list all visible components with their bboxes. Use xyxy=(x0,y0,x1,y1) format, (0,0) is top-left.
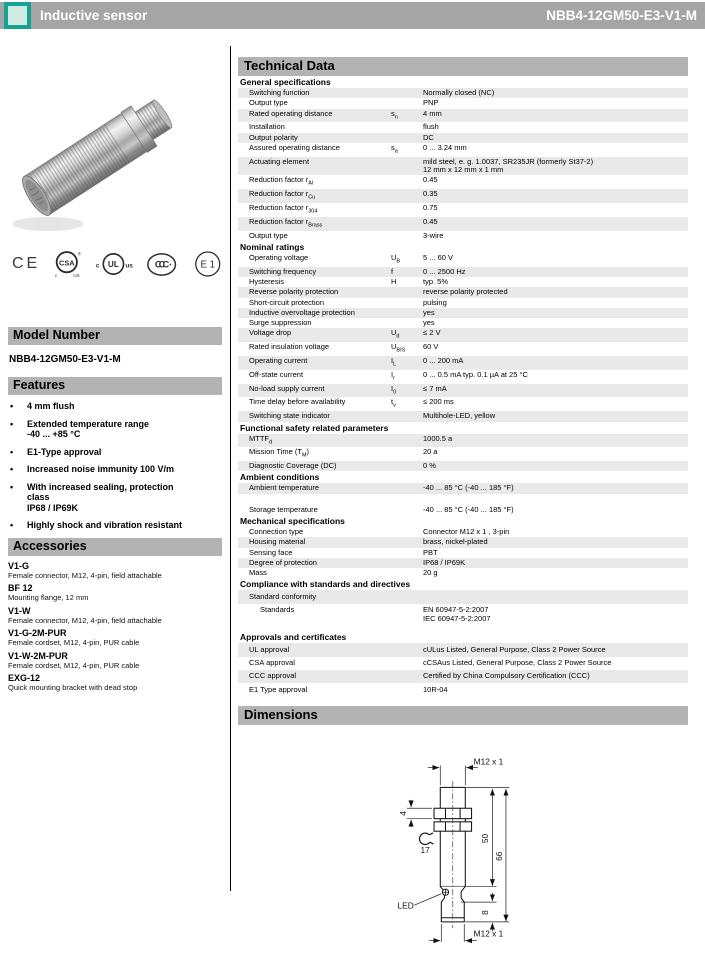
spec-label: Short-circuit protection xyxy=(249,297,325,307)
spec-label: Inductive overvoltage protection xyxy=(249,307,355,317)
spec-section xyxy=(238,578,688,625)
spec-row xyxy=(238,253,688,267)
dimensions-section-header: Dimensions xyxy=(238,706,688,725)
spec-row xyxy=(238,277,688,287)
spec-symbol xyxy=(391,672,423,680)
dim-label-17: 17 xyxy=(420,844,430,855)
spec-symbol xyxy=(391,288,423,296)
spec-label: Mass xyxy=(249,568,267,578)
spec-row xyxy=(238,342,688,356)
accessory-name: V1-G-2M-PUR xyxy=(8,628,67,638)
spec-label: Storage temperature xyxy=(249,504,318,514)
spec-section-title: Compliance with standards and directives xyxy=(240,579,411,590)
feature-text: 4 mm flush xyxy=(27,401,75,411)
spec-value: 0 % xyxy=(423,461,436,471)
spec-symbol xyxy=(391,606,423,623)
spec-value: flush xyxy=(423,122,439,132)
dim-label-66: 66 xyxy=(493,851,504,861)
spec-row xyxy=(238,461,688,471)
spec-section-title: General specifications xyxy=(240,77,331,87)
spec-label: $MTTF_d$ xyxy=(249,433,273,446)
accessory-name: V1-W xyxy=(8,605,31,616)
spec-value: -40 ... 85 °C (-40 ... 185 °F) xyxy=(423,504,514,514)
feature-item xyxy=(8,482,222,514)
spec-row xyxy=(238,98,688,108)
spec-symbol: $I_L$ xyxy=(391,356,397,368)
svg-text:CSA: CSA xyxy=(59,258,75,268)
spec-row xyxy=(238,231,688,241)
spec-row xyxy=(238,109,688,123)
ce-mark-logo: CE xyxy=(12,255,41,272)
spec-value: typ. 5% xyxy=(423,276,449,286)
feature-text: Extended temperature range -40 ... +85 °C xyxy=(27,418,150,439)
spec-value: ≤ 7 mA xyxy=(423,383,447,393)
spec-value: 0 ... 200 mA xyxy=(423,356,464,366)
spec-section-title: Ambient conditions xyxy=(240,472,320,483)
spec-value: IP68 / IP69K xyxy=(423,557,466,567)
accessories-section-header: Accessories xyxy=(8,538,222,556)
svg-text:c: c xyxy=(95,262,100,270)
spec-symbol xyxy=(391,158,423,175)
spec-symbol xyxy=(391,123,423,131)
spec-label: Assured operating distance xyxy=(249,142,340,152)
spec-section xyxy=(238,76,688,241)
spec-label: Ambient temperature xyxy=(249,483,320,493)
spec-value: Connector M12 x 1 , 3-pin xyxy=(423,527,510,536)
spec-value: -40 ... 85 °C (-40 ... 185 °F) xyxy=(423,483,514,493)
spec-row xyxy=(238,157,688,176)
dim-label-4: 4 xyxy=(397,810,408,816)
svg-text:US: US xyxy=(73,272,80,278)
spec-symbol xyxy=(391,686,423,694)
spec-label: Switching state indicator xyxy=(249,411,330,421)
svg-text:E 1: E 1 xyxy=(200,259,215,271)
spec-value: Multihole-LED, yellow xyxy=(423,411,496,421)
spec-section-title: Approvals and certificates xyxy=(240,632,347,643)
spec-label: Reduction factor $r_{304}$ xyxy=(249,202,318,215)
spec-symbol xyxy=(391,593,423,601)
spec-row xyxy=(238,328,688,342)
svg-text:®: ® xyxy=(78,251,82,257)
spec-value: 20 a xyxy=(423,447,438,457)
product-type-title: Inductive sensor xyxy=(40,8,148,23)
spec-symbol: f xyxy=(391,266,394,276)
spec-symbol xyxy=(391,448,423,460)
bullet-icon: • xyxy=(10,520,14,530)
spec-label: Operating current xyxy=(249,356,308,366)
feature-item xyxy=(8,419,222,440)
spec-row xyxy=(238,175,688,189)
csa-logo xyxy=(53,248,82,280)
spec-symbol xyxy=(391,232,423,240)
spec-value: PBT xyxy=(423,547,438,557)
spec-value: 0 ... 3.24 mm xyxy=(423,142,467,152)
spec-value: 10R-04 xyxy=(423,684,448,694)
spec-section xyxy=(238,241,688,422)
accessory-name: V1-W-2M-PUR xyxy=(8,650,68,661)
spec-symbol xyxy=(391,569,423,577)
spec-value: reverse polarity protected xyxy=(423,287,508,297)
left-column xyxy=(8,42,222,693)
spec-row xyxy=(238,670,688,683)
spec-label: Installation xyxy=(249,122,285,132)
spec-label: Connection type xyxy=(249,527,304,536)
spec-label: Voltage drop xyxy=(249,328,292,338)
spec-symbol xyxy=(391,528,423,536)
spec-value: ≤ 200 ms xyxy=(423,397,454,407)
spec-label: Surge suppression xyxy=(249,318,312,328)
feature-text: Increased noise immunity 100 V/m xyxy=(27,464,175,474)
spec-label: Standard conformity xyxy=(249,591,317,601)
spec-value: brass, nickel-plated xyxy=(423,537,488,547)
spec-symbol: $s_a$ xyxy=(391,142,398,155)
spec-row xyxy=(238,133,688,143)
spec-symbol: $t_v$ xyxy=(391,397,396,409)
dimensions-drawing xyxy=(396,753,526,949)
spec-value: 0.45 xyxy=(423,216,438,226)
spec-label: Hysteresis xyxy=(249,276,285,286)
spec-section-title: Functional safety related parameters xyxy=(240,422,389,433)
spec-label: Reduction factor $r_{Cu}$ xyxy=(249,189,316,201)
dim-label-thread-bottom: M12 x 1 xyxy=(473,928,504,939)
spec-label: Switching function xyxy=(249,88,310,97)
dim-label-50: 50 xyxy=(480,833,491,843)
spec-symbol xyxy=(391,218,423,230)
spec-label: UL approval xyxy=(249,644,290,654)
brand-square-icon xyxy=(4,2,31,29)
spec-value: 1000.5 a xyxy=(423,433,453,443)
spec-row xyxy=(238,298,688,308)
certification-logos xyxy=(8,242,222,286)
column-divider xyxy=(230,46,231,891)
ul-listed-logo xyxy=(95,249,134,279)
bullet-icon: • xyxy=(10,418,14,429)
spec-label: Rated insulation voltage xyxy=(249,342,330,352)
accessory-name: BF 12 xyxy=(8,583,33,593)
spec-row xyxy=(238,143,688,157)
bullet-icon: • xyxy=(10,481,14,492)
spec-symbol xyxy=(391,309,423,317)
spec-value: 3-wire xyxy=(423,230,444,240)
spec-symbol xyxy=(391,559,423,567)
spec-label: Time delay before availability xyxy=(249,397,346,407)
spec-symbol xyxy=(391,435,423,447)
spec-row xyxy=(238,308,688,318)
bullet-icon: • xyxy=(10,446,14,457)
spec-value: 5 ... 60 V xyxy=(423,252,454,262)
accessory-name: EXG-12 xyxy=(8,673,41,683)
spec-row xyxy=(238,267,688,277)
spec-value: ≤ 2 V xyxy=(423,328,441,338)
spec-label: Standards xyxy=(260,605,295,615)
spec-row xyxy=(238,217,688,231)
spec-symbol xyxy=(391,538,423,546)
spec-row xyxy=(238,643,688,656)
svg-text:us: us xyxy=(125,262,133,270)
spec-row xyxy=(238,527,688,537)
e1-approval-logo xyxy=(193,248,222,280)
spec-symbol xyxy=(391,176,423,188)
model-number-value: NBB4-12GM50-E3-V1-M xyxy=(9,354,121,365)
spec-value: yes xyxy=(423,307,435,317)
spec-symbol xyxy=(391,99,423,107)
spec-symbol: $U_B$ xyxy=(391,252,401,265)
accessory-desc: Mounting flange, 12 mm xyxy=(8,593,89,602)
spec-label: Reverse polarity protection xyxy=(249,287,339,297)
spec-label: CSA approval xyxy=(249,658,295,668)
spec-symbol xyxy=(391,462,423,470)
dim-label-led: LED xyxy=(397,899,414,910)
svg-text:c: c xyxy=(55,272,58,278)
spec-symbol: $U_d$ xyxy=(391,328,400,340)
feature-item xyxy=(8,401,222,412)
spec-row xyxy=(238,683,688,696)
spec-symbol xyxy=(391,319,423,327)
feature-text: E1-Type approval xyxy=(27,446,102,457)
spec-value: pulsing xyxy=(423,297,447,307)
spec-row xyxy=(238,447,688,461)
spec-label: Sensing face xyxy=(249,547,293,557)
spec-label: No-load supply current xyxy=(249,383,325,393)
spec-row xyxy=(238,505,688,515)
spec-label: Switching frequency xyxy=(249,266,317,276)
spec-symbol xyxy=(391,412,423,420)
row-spacer xyxy=(238,494,688,505)
dimension-diagram xyxy=(396,753,520,949)
features-section-header: Features xyxy=(8,377,222,395)
spec-label: Output polarity xyxy=(249,132,298,142)
top-header-bar xyxy=(0,2,705,29)
accessory-desc: Female cordset, M12, 4-pin, PUR cable xyxy=(8,660,140,670)
technical-sections xyxy=(238,76,688,697)
accessory-desc: Quick mounting bracket with dead stop xyxy=(8,683,138,692)
spec-symbol xyxy=(391,299,423,307)
bullet-icon: • xyxy=(10,464,14,474)
spec-label: Degree of protection xyxy=(249,557,317,567)
spec-row xyxy=(238,604,688,626)
spec-row xyxy=(238,356,688,370)
accessory-desc: Female cordset, M12, 4-pin, PUR cable xyxy=(8,638,140,647)
spec-value: yes xyxy=(423,318,435,328)
spec-value: Normally closed (NC) xyxy=(423,88,495,97)
spec-value: 20 g xyxy=(423,568,438,578)
spec-row xyxy=(238,122,688,132)
spec-row xyxy=(238,548,688,558)
spec-row xyxy=(238,434,688,448)
spec-row xyxy=(238,88,688,98)
spec-row xyxy=(238,397,688,411)
spec-label: Mission Time $(T_M)$ xyxy=(249,447,310,459)
spec-section-title: Mechanical specifications xyxy=(240,516,345,526)
svg-text:UL: UL xyxy=(107,260,119,270)
dim-label-8: 8 xyxy=(480,909,491,915)
spec-symbol xyxy=(391,89,423,97)
spec-row xyxy=(238,483,688,493)
dim-label-thread-top: M12 x 1 xyxy=(473,756,504,767)
spec-value xyxy=(423,593,688,601)
spec-symbol xyxy=(391,190,423,202)
spec-label: Off-state current xyxy=(249,369,304,379)
spec-symbol xyxy=(391,506,423,514)
features-list xyxy=(8,401,222,531)
accessory-desc: Female connector, M12, 4-pin, field attachable xyxy=(8,570,162,580)
spec-value: 4 mm xyxy=(423,108,442,118)
spec-row xyxy=(238,411,688,421)
spec-section xyxy=(238,471,688,515)
spec-value: 60 V xyxy=(423,342,439,352)
accessory-desc: Female connector, M12, 4-pin, field attachable xyxy=(8,615,162,625)
spec-section xyxy=(238,515,688,578)
spec-label: Actuating element xyxy=(249,156,310,166)
sensor-photo-illustration xyxy=(8,42,214,240)
spec-value: 0 ... 2500 Hz xyxy=(423,266,466,276)
bullet-icon: • xyxy=(10,401,14,411)
spec-row xyxy=(238,558,688,568)
spec-row xyxy=(238,370,688,384)
spec-section xyxy=(238,631,688,696)
spec-label: E1 Type approval xyxy=(249,684,308,694)
accessory-name: V1-G xyxy=(8,560,30,571)
spec-section xyxy=(238,422,688,472)
spec-symbol xyxy=(391,659,423,667)
spec-label: Output type xyxy=(249,230,288,240)
spec-label: Output type xyxy=(249,98,288,108)
spec-row xyxy=(238,537,688,547)
spec-symbol xyxy=(391,134,423,142)
spec-value: 0.45 xyxy=(423,175,438,185)
model-number-section-header: Model Number xyxy=(8,327,222,345)
spec-row xyxy=(238,590,688,603)
spec-value: Certified by China Compulsory Certification (CCC) xyxy=(423,671,590,681)
spec-row xyxy=(238,568,688,578)
ccc-logo xyxy=(146,251,179,278)
spec-symbol: $s_n$ xyxy=(391,108,398,121)
spec-value: 0.35 xyxy=(423,189,438,199)
technical-data-section-header: Technical Data xyxy=(238,57,688,76)
spec-label: Operating voltage xyxy=(249,252,309,262)
spec-value: DC xyxy=(423,132,434,142)
feature-item xyxy=(8,464,222,475)
spec-symbol: H xyxy=(391,276,397,286)
spec-row xyxy=(238,318,688,328)
spec-value: 0.75 xyxy=(423,202,438,212)
feature-text: Highly shock and vibration resistant xyxy=(27,520,183,530)
spec-row xyxy=(238,384,688,398)
spec-value: cULus Listed, General Purpose, Class 2 Power Source xyxy=(423,644,606,654)
spec-section-title: Nominal ratings xyxy=(240,241,305,252)
spec-row xyxy=(238,657,688,670)
spec-value: 0 ... 0.5 mA typ. 0.1 µA at 25 °C xyxy=(423,369,528,379)
spec-label: CCC approval xyxy=(249,671,297,681)
spec-label: Diagnostic Coverage (DC) xyxy=(249,461,337,471)
spec-row xyxy=(238,189,688,203)
spec-row xyxy=(238,203,688,217)
spec-value: mild steel, e. g. 1.0037, SR235JR (formerly St37-2) 12 mm x 12 mm x 1 mm xyxy=(423,156,594,175)
spec-symbol xyxy=(391,204,423,216)
spec-label: Rated operating distance xyxy=(249,108,333,118)
accessories-list xyxy=(8,561,222,693)
spec-row xyxy=(238,287,688,297)
feature-item xyxy=(8,520,222,531)
feature-text: With increased sealing, protection class IP68 / IP69K xyxy=(27,481,174,513)
spec-symbol: $I_0$ xyxy=(391,383,397,396)
svg-text:CCC: CCC xyxy=(155,259,167,270)
spec-value: EN 60947-5-2:2007 IEC 60947-5-2:2007 xyxy=(423,605,491,623)
spec-label: Housing material xyxy=(249,537,306,547)
spec-symbol: $U_{BIS}$ xyxy=(391,342,406,354)
spec-symbol xyxy=(391,646,423,654)
header-model-number: NBB4-12GM50-E3-V1-M xyxy=(546,8,697,23)
product-photo xyxy=(8,42,222,240)
spec-symbol xyxy=(391,549,423,557)
spec-value: PNP xyxy=(423,98,439,108)
feature-item xyxy=(8,447,222,458)
spec-symbol: $I_r$ xyxy=(391,369,395,382)
spec-symbol xyxy=(391,484,423,492)
spec-value: cCSAus Listed, General Purpose, Class 2 Power Source xyxy=(423,658,612,668)
spec-label: Reduction factor $r_{Brass}$ xyxy=(249,216,323,229)
spec-label: Reduction factor $r_{Al}$ xyxy=(249,175,314,187)
right-column xyxy=(238,57,688,949)
